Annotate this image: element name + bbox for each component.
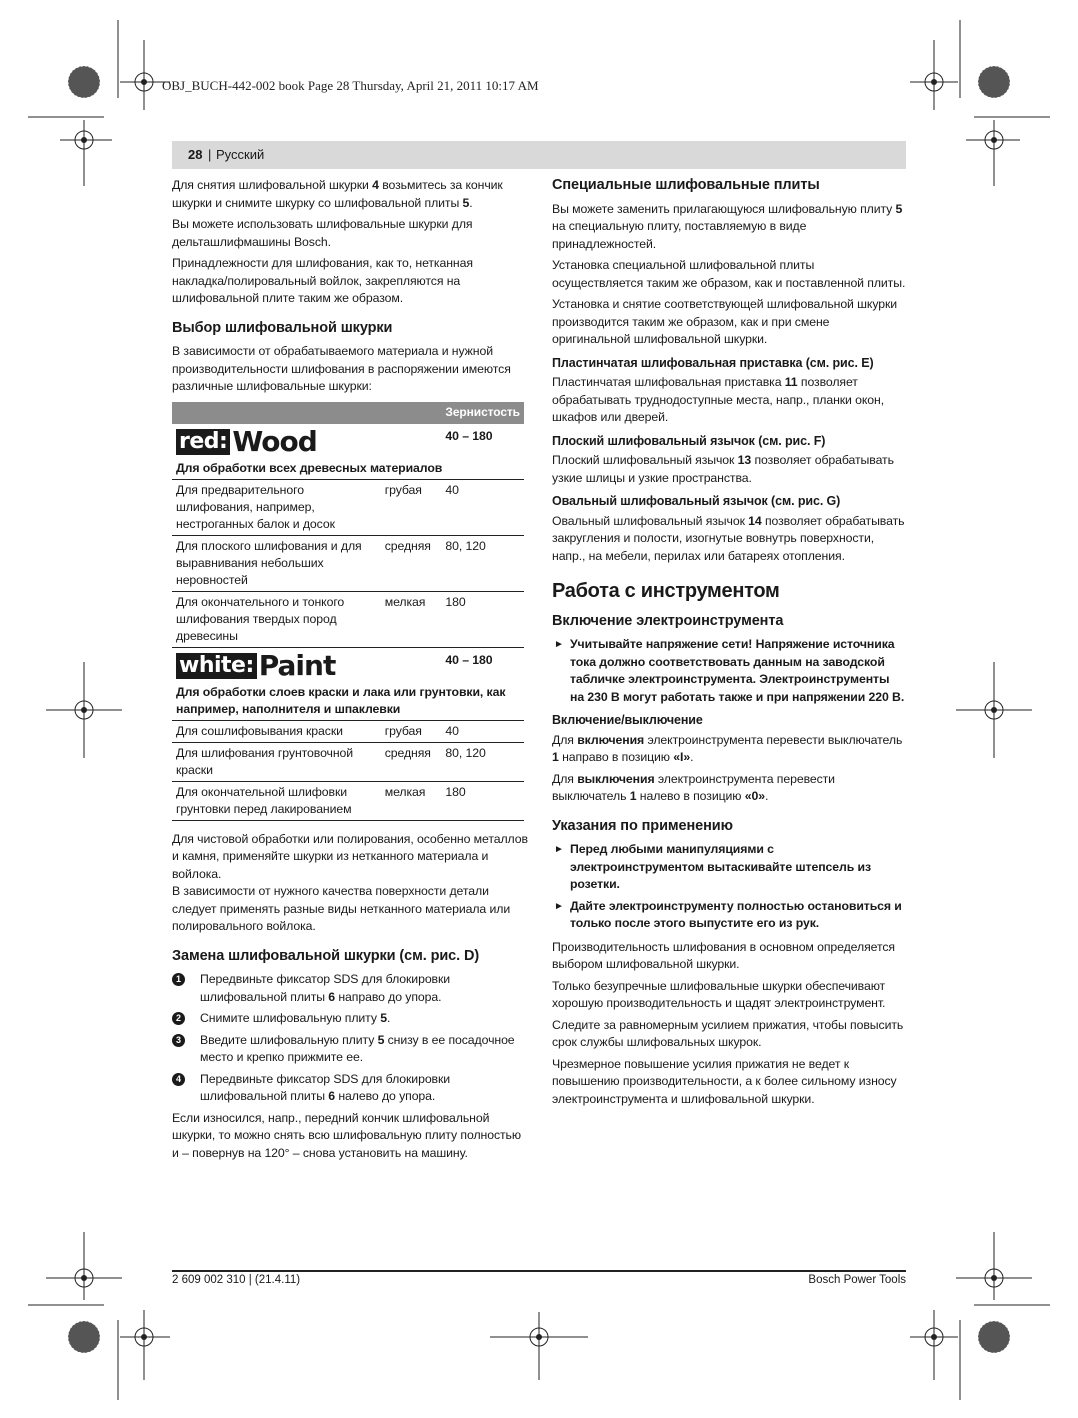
table-row: Для предварительного шлифования, например, нестроганных балок и досок грубая 40 xyxy=(172,479,524,535)
list-item: 3 Введите шлифовальную плиту 5 снизу в ее посадочное место и крепко прижмите ее. xyxy=(172,1032,528,1067)
heading-special-plates: Специальные шлифовальные плиты xyxy=(552,177,820,193)
right-column xyxy=(552,177,906,1112)
table-row: Для окончательной шлифовки грунтовки перед лакированием мелкая 180 xyxy=(172,781,524,820)
triangle-bullet-icon: ► xyxy=(554,639,564,650)
voltage-warning xyxy=(552,636,906,706)
table-row: Для шлифования грунтовочной краски средняя 80, 120 xyxy=(172,742,524,781)
heading-plate-attachment: Пластинчатая шлифовальная приставка (см. рис. E) xyxy=(552,355,874,370)
triangle-bullet-icon: ► xyxy=(554,844,564,855)
paint-description: Для обработки слоев краски и лака или грунтовки, как например, наполнителя и шпаклевки xyxy=(176,684,506,716)
intro-paragraph-2: Вы можете использовать шлифовальные шкурки для дельташлифмашины Bosch. xyxy=(172,217,473,249)
plate-paragraph: Пластинчатая шлифовальная приставка 11 позволяет обрабатывать труднодоступные места, напр., планки окон, шкафов или дверей. xyxy=(552,375,885,424)
table-row: Для сошлифовывания краски грубая 40 xyxy=(172,720,524,742)
list-item: ► Перед любыми манипуляциями с электроинструментом вытаскивайте штепсель из розетки. xyxy=(554,842,871,891)
list-item: 2 Снимите шлифовальную плиту 5. xyxy=(172,1010,528,1028)
polish-paragraph-1: Для чистовой обработки или полирования, особенно металлов и камня, применяйте шкурки из нетканного материала и войлока. xyxy=(172,831,528,881)
select-paragraph: В зависимости от обрабатываемого материала и нужной производительности шлифования в распоряжении имеются различные шлифовальные шкурки: xyxy=(172,344,511,393)
footer-document-number: 2 609 002 310 | (21.4.11) xyxy=(172,1274,301,1286)
page-number: 28 xyxy=(188,147,203,162)
heading-working-advice: Указания по применению xyxy=(552,817,733,834)
polish-paragraph-2: В зависимости от нужного качества поверхности детали следует применять разные виды нетканного материала или полировального войлока. xyxy=(172,884,511,933)
footer-rule xyxy=(172,1270,906,1272)
tip-paragraph-4: Чрезмерное повышение усилия прижатия не ведет к повышению производительности, а к более сильному износу электроинструмента и шлифовальной шкурки. xyxy=(552,1056,897,1106)
heading-replace-sandpaper: Замена шлифовальной шкурки (см. рис. D) xyxy=(172,947,480,964)
heading-flat-tongue: Плоский шлифовальный язычок (см. рис. F) xyxy=(552,433,826,448)
heading-on-off: Включение/выключение xyxy=(552,713,703,727)
worn-paragraph: Если износился, напр., передний кончик шлифовальной шкурки, то можно снять всю шлифовальную плиту полностью и – повернув на 120° – снова установить на машину. xyxy=(172,1110,521,1160)
heading-startup: Включение электроинструмента xyxy=(552,612,784,629)
list-item: ► Учитывайте напряжение сети! Напряжение источника тока должно соответствовать данным на заводской табличке электроинструмента. Электроинструменты на 230 В могут работать также и при напряжении 220 В. xyxy=(554,637,905,704)
left-column xyxy=(172,177,528,1166)
table-row: Для окончательного и тонкого шлифования твердых пород древесины мелкая 180 xyxy=(172,591,524,647)
tip-paragraph-1: Производительность шлифования в основном определяется выбором шлифовальной шкурки. xyxy=(552,939,895,971)
heading-oval-tongue: Овальный шлифовальный язычок (см. рис. G) xyxy=(552,494,841,508)
tip-paragraph-2: Только безупречные шлифовальные шкурки обеспечивают хорошую производительность и щадят электроинструмент. xyxy=(552,978,886,1010)
wood-grit-range: 40 – 180 xyxy=(445,428,493,443)
table-row: Для плоского шлифования и для выравнивания небольших неровностей средняя 80, 120 xyxy=(172,535,524,591)
replace-steps xyxy=(172,971,528,1106)
safety-warnings xyxy=(552,841,906,933)
special-paragraph-2: Установка специальной шлифовальной плиты осуществляется таким же образом, как и поставленной плиты. xyxy=(552,258,906,290)
wood-description: Для обработки всех древесных материалов xyxy=(176,460,443,475)
tip-paragraph-3: Следите за равномерным усилием прижатия, чтобы повысить срок службы шлифовальных шкурок. xyxy=(552,1017,904,1049)
list-item: 1 Передвиньте фиксатор SDS для блокировки шлифовальной плиты 6 направо до упора. xyxy=(172,971,528,1006)
red-wood-logo: red: Wood xyxy=(176,428,317,456)
list-item: ► Дайте электроинструменту полностью остановиться и только после этого выпустите его из рук. xyxy=(554,898,902,930)
white-paint-logo: white: Paint xyxy=(176,652,335,680)
grit-table xyxy=(172,402,524,821)
switch-on-paragraph: Для включения электроинструмента перевести выключатель 1 направо в позицию «I». xyxy=(552,732,903,764)
page-header xyxy=(172,141,906,169)
intro-paragraph-3: Принадлежности для шлифования, как то, нетканная накладка/полировальный войлок, закрепляются на шлифовальной плите таким же образом. xyxy=(172,256,473,305)
list-item: 4 Передвиньте фиксатор SDS для блокировки шлифовальной плиты 6 налево до упора. xyxy=(172,1071,528,1106)
special-paragraph-1: Вы можете заменить прилагающуюся шлифовальную плиту 5 на специальную плиту, поставляемую в виде принадлежностей. xyxy=(552,201,903,251)
flat-paragraph: Плоский шлифовальный язычок 13 позволяет обрабатывать узкие шлицы и узкие пространства. xyxy=(552,453,894,485)
oval-paragraph: Овальный шлифовальный язычок 14 позволяет обрабатывать закругления и полости, изогнутые вовнутрь поверхности, напр., на мебели, перилах или батареях отопления. xyxy=(552,513,905,563)
special-paragraph-3: Установка и снятие соответствующей шлифовальной шкурки производится таким же образом, как и при смене оригинальной шлифовальной шкурки. xyxy=(552,297,898,346)
book-info-line: OBJ_BUCH-442-002 book Page 28 Thursday, April 21, 2011 10:17 AM xyxy=(162,78,539,93)
footer-brand: Bosch Power Tools xyxy=(808,1274,906,1286)
header-language: Русский xyxy=(216,147,265,162)
wood-brand-row xyxy=(172,424,524,458)
intro-paragraph-1: Для снятия шлифовальной шкурки 4 возьмитесь за кончик шкурки и снимите шкурку со шлифовальной плиты 5. xyxy=(172,178,503,210)
paint-brand-row xyxy=(172,647,524,682)
grit-table-header: Зернистость xyxy=(172,402,524,424)
paint-grit-range: 40 – 180 xyxy=(441,647,524,682)
heading-select-sandpaper: Выбор шлифовальной шкурки xyxy=(172,319,393,336)
heading-operation: Работа с инструментом xyxy=(552,580,780,602)
switch-off-paragraph: Для выключения электроинструмента перевести выключатель 1 налево в позицию «0». xyxy=(552,771,835,803)
triangle-bullet-icon: ► xyxy=(554,900,564,912)
header-separator: | xyxy=(208,147,212,162)
